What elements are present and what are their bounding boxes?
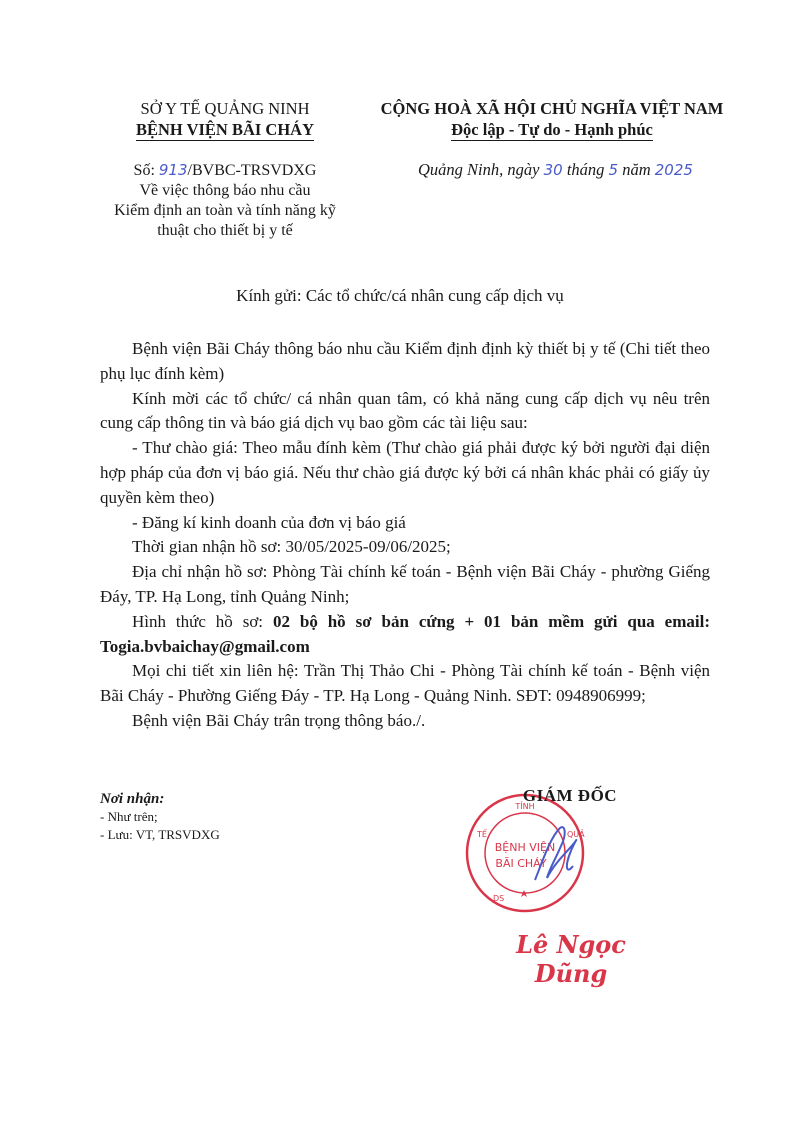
- handwritten-month: 5: [608, 161, 619, 179]
- recipient-item-1: - Như trên;: [100, 809, 158, 824]
- recipients-title: Nơi nhận:: [100, 791, 165, 807]
- paragraph-4: - Đăng kí kinh doanh của đơn vị báo giá: [132, 512, 406, 532]
- svg-text:QUẢ: QUẢ: [567, 830, 585, 839]
- seal-line-1: BỆNH VIỆN: [494, 841, 556, 854]
- svg-text:TẾ: TẾ: [477, 830, 487, 839]
- svg-text:TỈNH: TỈNH: [515, 802, 535, 811]
- seal-line-2: BÃI CHÁY: [495, 857, 547, 870]
- paragraph-2: Kính mời các tổ chức/ cá nhân quan tâm, có khả năng cung cấp dịch vụ nêu trên cung cấp thông tin và báo giá dịch vụ bao gồm các tài liệu sau:: [100, 388, 710, 433]
- hospital-name: BỆNH VIỆN BÃI CHÁY: [135, 120, 315, 139]
- header-left: [95, 98, 355, 140]
- subject-line-2: Kiểm định an toàn và tính năng kỹ: [114, 202, 336, 219]
- paragraph-8: Mọi chi tiết xin liên hệ: Trần Thị Thảo Chi - Phòng Tài chính kế toán - Bệnh viện Bãi Cháy - Phường Giếng Đáy - TP. Hạ Long - Quảng Ninh. SĐT: 0948906999;: [100, 661, 710, 706]
- document-number-block: [95, 160, 355, 241]
- paragraph-3: - Thư chào giá: Theo mẫu đính kèm (Thư chào giá phải được ký bởi người đại diện hợp pháp của đơn vị báo giá. Nếu thư chào giá được ký bởi cá nhân khác phải có giấy ủy quyền kèm theo): [100, 438, 710, 507]
- document-number: Số: 913/BVBC-TRSVDXG: [133, 161, 317, 179]
- subject-line-3: thuật cho thiết bị y tế: [157, 222, 293, 239]
- recipient-item-2: - Lưu: VT, TRSVDXG: [100, 827, 220, 842]
- handwritten-year: 2025: [654, 161, 693, 179]
- signature-scribble-icon: [525, 820, 585, 890]
- subject-line-1: Về việc thông báo nhu cầu: [139, 182, 311, 199]
- paragraph-6: Địa chỉ nhận hồ sơ: Phòng Tài chính kế toán - Bệnh viện Bãi Cháy - phường Giếng Đáy, TP. Hạ Long, tỉnh Quảng Ninh;: [100, 562, 710, 606]
- motto: Độc lập - Tự do - Hạnh phúc: [451, 120, 653, 139]
- signer-name: Lê Ngọc Dũng: [516, 930, 626, 988]
- paragraph-1: Bệnh viện Bãi Cháy thông báo nhu cầu Kiểm định định kỳ thiết bị y tế (Chi tiết theo phụ lục đính kèm): [100, 339, 710, 383]
- director-title: GIÁM ĐỐC: [522, 786, 618, 805]
- handwritten-number: 913: [158, 161, 188, 179]
- body-text: [100, 337, 710, 734]
- agency-name: SỞ Y TẾ QUẢNG NINH: [140, 99, 310, 118]
- submission-format: 02 bộ hồ sơ bản cứng + 01 bản mềm gửi qua email: Togia.bvbaichay@gmail.com: [100, 611, 711, 656]
- date-line: Quảng Ninh, ngày 30 tháng 5 năm 2025: [418, 160, 693, 179]
- svg-text:DS: DS: [493, 894, 505, 903]
- header-right: [352, 98, 752, 140]
- paragraph-5: Thời gian nhận hồ sơ: 30/05/2025-09/06/2025;: [132, 537, 451, 557]
- recipient-line: Kính gửi: Các tổ chức/cá nhân cung cấp dịch vụ: [236, 286, 564, 305]
- handwritten-day: 30: [543, 161, 563, 179]
- recipients-list: [100, 790, 220, 844]
- paragraph-9: Bệnh viện Bãi Cháy trân trọng thông báo./.: [132, 710, 426, 730]
- paragraph-7: Hình thức hồ sơ: 02 bộ hồ sơ bản cứng + 01 bản mềm gửi qua email: Togia.bvbaichay@gmail.com: [100, 611, 711, 656]
- nation-title: CỘNG HOÀ XÃ HỘI CHỦ NGHĨA VIỆT NAM: [380, 99, 724, 118]
